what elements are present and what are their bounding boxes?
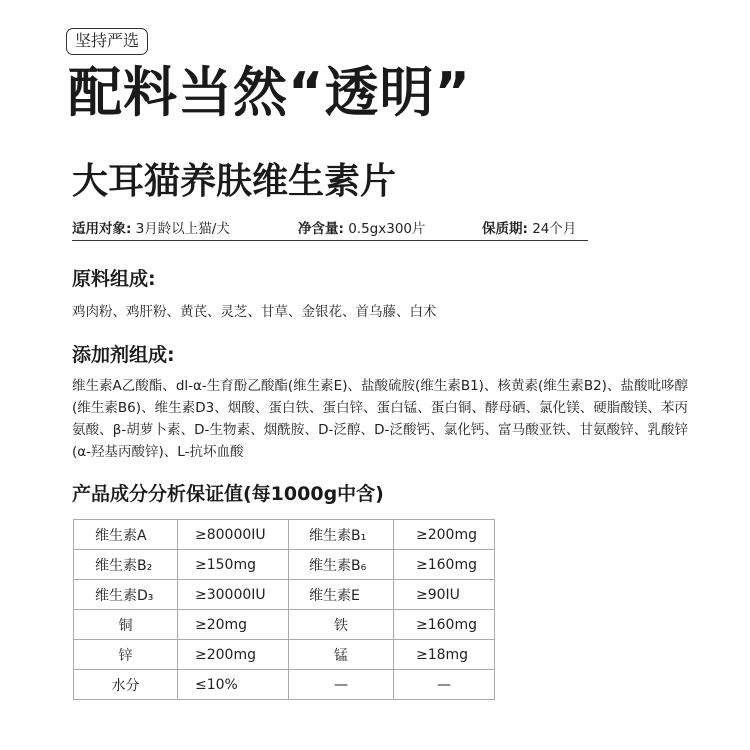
table-row <box>74 670 495 700</box>
nutrient-name: 锰 <box>289 640 394 670</box>
nutrient-value: ≥30000IU <box>178 580 289 610</box>
nutrient-value: ≥18mg <box>394 640 495 670</box>
nutrient-name: 维生素E <box>289 580 394 610</box>
nutrient-value: ≥200mg <box>394 520 495 550</box>
nutrient-value: ≤10% <box>178 670 289 700</box>
spec-target <box>72 219 272 241</box>
table-row <box>74 550 495 580</box>
spec-shelf-life-key: 保质期: <box>482 221 528 237</box>
nutrient-value: ≥160mg <box>394 550 495 580</box>
nutrient-name: 维生素A <box>74 520 178 550</box>
additives-title: 添加剂组成: <box>72 344 175 366</box>
analysis-table <box>73 519 495 700</box>
spec-shelf-life <box>482 219 588 241</box>
nutrient-name: 维生素B₂ <box>74 550 178 580</box>
nutrient-value: ≥20mg <box>178 610 289 640</box>
nutrient-name: 锌 <box>74 640 178 670</box>
product-name: 大耳猫养肤维生素片 <box>72 161 397 202</box>
table-row <box>74 640 495 670</box>
nutrient-value: ≥80000IU <box>178 520 289 550</box>
nutrient-name: — <box>289 670 394 700</box>
nutrient-name: 铜 <box>74 610 178 640</box>
nutrient-value: — <box>394 670 495 700</box>
nutrient-value: ≥200mg <box>178 640 289 670</box>
table-row <box>74 520 495 550</box>
analysis-title: 产品成分分析保证值(每1000g中含) <box>72 483 384 505</box>
nutrient-value: ≥160mg <box>394 610 495 640</box>
nutrient-name: 维生素D₃ <box>74 580 178 610</box>
headline: 配料当然“透明” <box>68 61 471 124</box>
additives-text: 维生素A乙酸酯、dl-α-生育酚乙酸酯(维生素E)、盐酸硫胺(维生素B1)、核黄素(维生素B2)、盐酸吡哆醇(维生素B6)、维生素D3、烟酸、蛋白铁、蛋白锌、蛋白锰、蛋白铜、酵母硒、氯化镁、硬脂酸镁、苯丙氨酸、β-胡萝卜素、D-生物素、烟酰胺、D-泛醇、D-泛酸钙、氯化钙、富马酸亚铁、甘氨酸锌、乳酸锌(α-羟基丙酸锌)、L-抗坏血酸 <box>72 378 688 460</box>
spec-target-key: 适用对象: <box>72 221 132 237</box>
nutrient-name: 维生素B₆ <box>289 550 394 580</box>
nutrient-name: 水分 <box>74 670 178 700</box>
table-row <box>74 610 495 640</box>
table-row <box>74 580 495 610</box>
nutrient-value: ≥90IU <box>394 580 495 610</box>
ingredients-text: 鸡肉粉、鸡肝粉、黄芪、灵芝、甘草、金银花、首乌藤、白术 <box>72 304 437 320</box>
spec-target-value: 3月龄以上猫/犬 <box>135 221 230 237</box>
spec-net-content-value: 0.5gx300片 <box>348 221 426 237</box>
spec-net-content <box>272 219 508 241</box>
spec-net-content-key: 净含量: <box>298 221 344 237</box>
nutrient-name: 铁 <box>289 610 394 640</box>
spec-shelf-life-value: 24个月 <box>532 221 577 237</box>
nutrient-value: ≥150mg <box>178 550 289 580</box>
tag-badge: 坚持严选 <box>66 28 148 55</box>
ingredients-title: 原料组成: <box>72 268 156 290</box>
nutrient-name: 维生素B₁ <box>289 520 394 550</box>
